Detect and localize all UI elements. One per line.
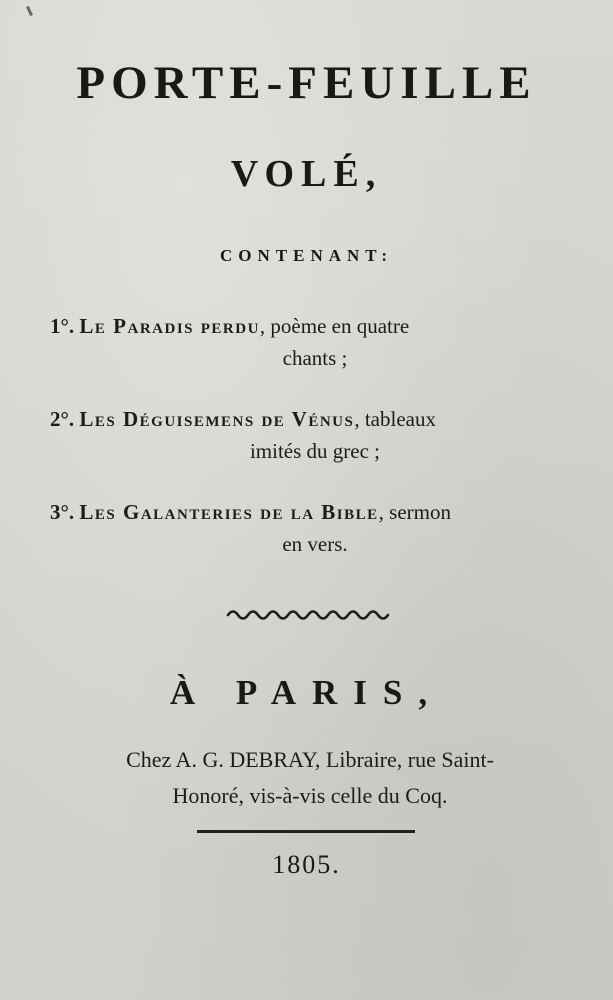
- imprint-place: À PARIS,: [169, 673, 444, 712]
- contents-item-1: [50, 310, 580, 374]
- item-continuation: en vers.: [282, 532, 348, 556]
- wavy-ornament: [226, 606, 392, 620]
- imprint-year: 1805.: [272, 850, 341, 879]
- item-number: 1°.: [50, 314, 75, 338]
- ink-mark: [26, 6, 33, 16]
- item-title: Les Déguisemens de Vénus: [79, 407, 355, 431]
- title-line-2: VOLÉ,: [230, 153, 383, 195]
- item-description: , sermon: [378, 500, 451, 524]
- item-continuation: imités du grec ;: [249, 439, 381, 463]
- publisher-line-2: Honoré, vis-à-vis celle du Coq.: [172, 783, 448, 808]
- item-number: 3°.: [50, 500, 75, 524]
- title-line-1: PORTE-FEUILLE: [76, 57, 537, 109]
- item-title: Les Galanteries de la Bible: [79, 500, 379, 524]
- item-continuation: chants ;: [282, 346, 348, 370]
- item-description: , tableaux: [354, 407, 436, 431]
- contents-heading: CONTENANT:: [219, 246, 394, 265]
- contents-item-3: [50, 496, 580, 560]
- contents-item-2: [50, 403, 580, 467]
- horizontal-rule: [197, 830, 415, 833]
- imprint-publisher: [40, 742, 580, 814]
- publisher-line-1: Chez A. G. DEBRAY, Libraire, rue Saint-: [126, 747, 494, 772]
- item-description: , poème en quatre: [259, 314, 410, 338]
- item-number: 2°.: [50, 407, 75, 431]
- item-title: Le Paradis perdu: [79, 314, 260, 338]
